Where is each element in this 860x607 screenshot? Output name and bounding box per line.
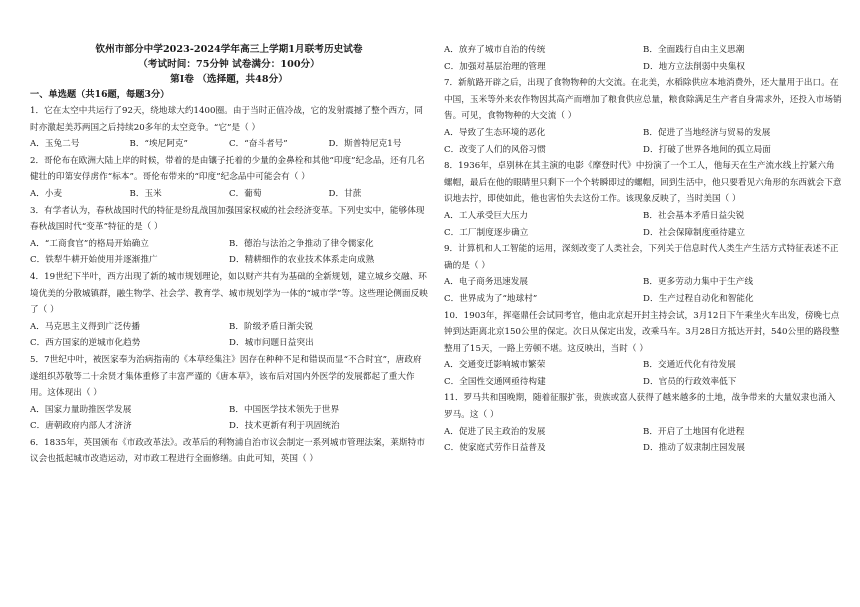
question-5-option-a: A．国家力量助推医学发展 [30,404,132,415]
question-7-option-c: C．改变了人们的风俗习惯 [444,144,546,155]
section-title: 一、单选题（共16题，每题3分） [30,89,170,100]
question-5-option-d: D．技术更新有利于巩固统治 [229,421,340,432]
question-9-option-b: B．更多劳动力集中于生产线 [643,277,754,288]
question-2-option-d: D．甘蔗 [328,188,362,199]
question-6-option-d: D．地方立法削弱中央集权 [643,61,746,72]
right-column [444,42,842,457]
question-7-option-b: B．促进了当地经济与贸易的发展 [643,127,771,138]
question-2-option-a: A．小麦 [30,188,63,199]
question-5-options [30,402,428,435]
question-8-option-d: D．社会保障制度亟待建立 [643,227,746,238]
question-2-options [30,186,428,203]
question-7-stem: 7．新航路开辟之后，出现了食物物种的大交流。在北美，水稻除供应本地消费外，还大量用于出口。在中国，玉米等外来农作物因其高产而增加了粮食供应总量，粮食除满足生产者自身需求外，还投入市场销售。可见，食物物种的大交流（ ） [444,78,842,122]
question-8-stem: 8．1936年，卓别林在其主演的电影《摩登时代》中扮演了一个工人，他每天在生产流水线上拧紧六角螺帽，最后在他的眼睛里只剩下一个个转瞬即过的螺帽，回到生活中，他只要看见六角形的东西就会下意识地去拧，即使如此，他也害怕失去这份工作。该现象反映了，当时美国（ ） [444,161,842,205]
question-10-option-b: B．交通近代化有待发展 [643,360,736,371]
question-2-option-c: C．葡萄 [229,188,262,199]
question-9-option-c: C．世界成为了“地球村” [444,293,538,304]
question-4-option-b: B．阶级矛盾日渐尖锐 [229,321,314,332]
question-3-option-b: B．德治与法治之争推动了律令儒家化 [229,238,374,249]
question-7-options [444,125,842,158]
question-7-option-d: D．打破了世界各地间的孤立局面 [643,144,771,155]
question-1-option-b: B．“埃尼阿克” [129,139,188,150]
question-10-option-a: A．交通变迁影响城市繁荣 [444,360,546,371]
question-11-options [444,424,842,457]
question-8-options [444,208,842,241]
exam-subtitle: （考试时间：75分钟 试卷满分：100分） [138,59,320,70]
question-4-options [30,319,428,352]
question-10-option-c: C．全国性交通网亟待构建 [444,376,546,387]
question-6-option-c: C．加强对基层治理的管理 [444,61,546,72]
question-3-option-d: D．精耕细作的农业技术体系走向成熟 [229,255,375,266]
question-11-option-b: B．开启了土地国有化进程 [643,426,745,437]
question-4-option-c: C．西方国家的逆城市化趋势 [30,338,141,349]
question-8-option-c: C．工厂制度逐步确立 [444,227,529,238]
question-3-stem: 3．有学者认为，春秋战国时代的特征是纷乱战国加强国家权威的社会经济变革。下列史实中，能够体现春秋战国时代“变革”特征的是（ ） [30,205,425,233]
question-10-options [444,357,842,390]
question-8-option-a: A．工人承受巨大压力 [444,210,529,221]
question-1-option-c: C．“奋斗者号” [229,139,288,150]
question-3-option-c: C．铁犁牛耕开始使用并逐渐推广 [30,255,158,266]
question-10-stem: 10．1903年，挥毫鼎任会试同考官，他由北京起开封主持会试，3月12日下午乘坐火车出发，傍晚七点钟到达距离北京150公里的保定。次日从保定出发，改乘马车。3月28日方抵达开封，540公里的路段整整用了15天，一路上劳顿不堪。这反映出，当时（ ） [444,310,840,354]
question-4-stem: 4．19世纪下半叶，西方出现了新的城市规划理论，如以财产共有为基础的全新规划，建立城乡交融、环境优美的分散城镇群，融生物学、社会学、教育学、城市规划学为一体的“城市学”等。这些理论侧面反映了（ ） [30,271,428,316]
question-9-option-a: A．电子商务迅速发展 [444,277,529,288]
question-5-option-c: C．唐朝政府内部人才济济 [30,421,132,432]
question-7-option-a: A．导致了生态环境的恶化 [444,127,546,138]
question-1-options [30,136,428,153]
exam-title: 钦州市部分中学2023-2024学年高三上学期1月联考历史试卷 [95,44,363,55]
part-title: 第Ⅰ卷 （选择题，共48分） [170,74,288,85]
question-11-option-a: A．促进了民主政治的发展 [444,426,546,437]
question-6-option-a: A．放弃了城市自治的传统 [444,45,546,55]
question-3-option-a: A．“工商食官”的格局开始确立 [30,238,149,249]
question-8-option-b: B．社会基本矛盾日益尖锐 [643,210,745,221]
question-9-stem: 9．计算机和人工智能的运用，深刻改变了人类社会，下列关于信息时代人类生产生活方式特征表述不正确的是（ ） [444,244,839,271]
question-2-option-b: B．玉米 [129,188,162,199]
question-6-option-b: B．全面践行自由主义思潮 [643,45,745,55]
question-9-option-d: D．生产过程自动化和智能化 [643,293,754,304]
question-11-stem: 11．罗马共和国晚期，随着征服扩张，贵族或富人获得了越来越多的土地，战争带来的大量奴隶也涌入罗马。这（ ） [444,393,836,421]
left-column [30,42,428,468]
question-5-stem: 5．7世纪中叶，被医家奉为治病指南的《本草经集注》因存在种种不足和错误而显“不合时宜”，唐政府遂组织苏敬等二十余贤才集体重修了丰富严谨的《唐本草》，该布后对国内外医学的发展都起了重大作用。这体现出（ ） [30,354,422,399]
question-3-options [30,236,428,269]
question-1-option-a: A．玉兔二号 [30,139,80,150]
question-1-option-d: D．斯普特尼克1号 [328,139,402,150]
question-11-option-d: D．推动了奴隶制庄园发展 [643,443,746,454]
question-6-stem: 6．1835年，英国颁布《市政改革法》。改革后的利物浦自治市议会制定一系列城市管理法案，莱斯特市议会也抵起城市改造运动，对市政工程进行全面修缮。由此可知，英国（ ） [30,437,425,465]
question-1-stem: 1．它在太空中共运行了92天，绕地球大约1400圈。由于当时正值冷战，它的发射震撼了整个西方，同时亦激起美苏两国之后持续20多年的太空竞争。“它”是（ ） [30,106,424,133]
question-10-option-d: D．官员的行政效率低下 [643,376,737,387]
question-5-option-b: B．中国医学技术领先于世界 [229,404,340,415]
question-4-option-a: A．马克思主义得到广泛传播 [30,321,140,332]
question-4-option-d: D．城市问题日益突出 [229,338,314,349]
question-2-stem: 2．哥伦布在欧洲大陆上岸的时候，带着的是由镶子托着的少量的金鼻栓和其他“印度”纪念品，还有几名健壮的印第安俘虏作“标本”。哥伦布带来的“印度”纪念品中可能会有（ ） [30,155,425,183]
question-6-options [444,42,842,75]
question-9-options [444,274,842,307]
question-11-option-c: C．使家庭式劳作日益普及 [444,443,546,454]
